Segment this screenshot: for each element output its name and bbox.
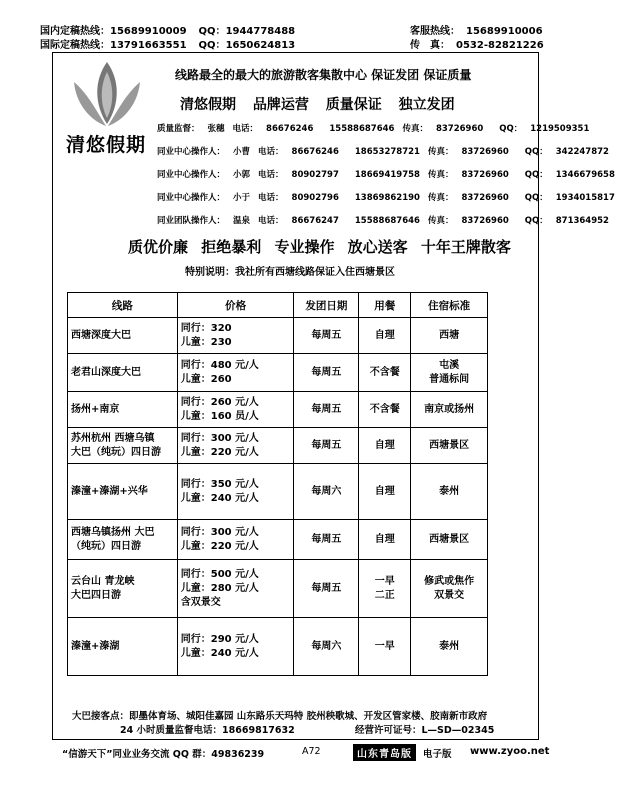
- routes-table: [67, 292, 488, 676]
- route-line: 扬州+南京: [71, 403, 120, 415]
- stay-line: 泰州: [439, 640, 460, 652]
- operator-role: 同业中心操作人：: [157, 170, 226, 180]
- fax-number: 0532-82821226: [456, 40, 544, 51]
- route-cell: [68, 354, 178, 392]
- price-line: 同行：260 元/人: [180, 396, 259, 408]
- stay-cell: [411, 520, 488, 560]
- table-row: [68, 318, 488, 354]
- meal-line: 一早: [374, 640, 395, 652]
- route-line: 大巴（纯玩）四日游: [71, 446, 161, 458]
- price-line: 同行：300 元/人: [180, 526, 259, 538]
- stay-cell: [411, 618, 488, 676]
- operator-name: 小郭: [233, 170, 251, 180]
- price-line: 儿童：160 员/人: [180, 410, 259, 422]
- operator-row: [157, 122, 631, 145]
- route-line: 苏州杭州 西塘乌镇: [71, 432, 155, 444]
- meal-line: 自理: [374, 439, 395, 451]
- operator-qq: 871364952: [555, 216, 609, 226]
- route-line: 西塘深度大巴: [71, 329, 131, 341]
- meal-line: 不含餐: [369, 403, 400, 415]
- operator-name: 张穗: [207, 124, 225, 134]
- operator-qq: 1219509351: [530, 124, 590, 134]
- qq-group-note: “信游天下”同业业务交流 QQ 群：49836239: [62, 749, 265, 760]
- stay-line: 泰州: [439, 485, 460, 497]
- domestic-hotline-label: 国内定稿热线：: [40, 26, 110, 37]
- route-cell: [68, 520, 178, 560]
- slogan-sub: [180, 94, 455, 114]
- domestic-qq-label: QQ：: [198, 26, 226, 37]
- operator-fax: 83726960: [461, 193, 509, 203]
- date-cell: 每周五: [294, 428, 359, 464]
- intl-hotline-phone: 13791663551: [110, 40, 187, 51]
- operator-fax: 83726960: [461, 147, 509, 157]
- route-line: （纯玩）四日游: [71, 540, 141, 552]
- bus-pickup-points: 大巴接客点：即墨体育场、城阳佳嘉园 山东路乐天玛特 胶州秧歌城、开发区管家楼、胶南新市政府: [72, 711, 488, 722]
- operator-mobile: 18653278721: [354, 147, 420, 157]
- price-line: 儿童：220 元/人: [180, 446, 259, 458]
- col-header-price: 价格: [177, 293, 294, 318]
- date-cell: 每周五: [294, 520, 359, 560]
- website-link[interactable]: www.zyoo.net: [470, 746, 550, 757]
- meal-cell: [359, 560, 411, 618]
- operator-mobile: 18669419758: [354, 170, 420, 180]
- slogan-sub-item: 质量保证: [325, 97, 382, 113]
- meal-cell: [359, 618, 411, 676]
- meal-line: 自理: [374, 329, 395, 341]
- meal-line: 自理: [374, 533, 395, 545]
- service-hotlines: [410, 25, 544, 53]
- price-cell: [177, 392, 294, 428]
- operator-tel: 80902797: [291, 170, 339, 180]
- price-cell: [177, 464, 294, 520]
- slogan-sub-item: 品牌运营: [252, 97, 309, 113]
- slogan-sub-item: 独立发团: [398, 97, 455, 113]
- col-header-stay: 住宿标准: [411, 293, 488, 318]
- intl-qq: 1650624813: [225, 40, 296, 51]
- intl-qq-label: QQ：: [198, 40, 226, 51]
- route-line: 老君山深度大巴: [71, 366, 141, 378]
- intl-hotline-label: 国际定稿热线：: [40, 40, 110, 51]
- headline: 质优价廉 拒绝暴利 专业操作 放心送客 十年王牌散客: [128, 238, 511, 256]
- operator-list: [157, 122, 631, 237]
- stay-line: 西塘景区: [429, 533, 470, 545]
- route-line: 大巴四日游: [71, 589, 121, 601]
- operator-role: 同业团队操作人：: [157, 216, 226, 226]
- operator-qq: 342247872: [555, 147, 609, 157]
- stay-line: 屯溪: [439, 359, 460, 371]
- qq-label: QQ：: [524, 216, 548, 226]
- stay-line: 修武或焦作: [424, 575, 475, 587]
- date-cell: 每周五: [294, 354, 359, 392]
- table-row: [68, 392, 488, 428]
- stay-cell: [411, 354, 488, 392]
- col-header-meal: 用餐: [359, 293, 411, 318]
- operator-tel: 86676246: [266, 124, 314, 134]
- price-line: 同行：500 元/人: [180, 568, 259, 580]
- price-line: 儿童：240 元/人: [180, 647, 259, 659]
- price-line: 含双景交: [180, 596, 221, 608]
- operator-fax: 83726960: [435, 124, 484, 134]
- price-line: 同行：350 元/人: [180, 478, 259, 490]
- tel-label: 电话：: [258, 170, 284, 180]
- table-row: [68, 464, 488, 520]
- tel-label: 电话：: [258, 147, 284, 157]
- operator-mobile: 15588687646: [354, 216, 420, 226]
- price-line: 同行：480 元/人: [180, 359, 259, 371]
- tel-label: 电话：: [258, 193, 284, 203]
- operator-name: 温泉: [233, 216, 251, 226]
- quality-hotline: 24 小时质量监督电话：18669817632: [120, 725, 295, 736]
- domestic-qq: 1944778488: [225, 26, 296, 37]
- operator-qq: 1934015817: [555, 193, 615, 203]
- table-row: [68, 428, 488, 464]
- price-line: 儿童：280 元/人: [180, 582, 259, 594]
- slogan-sub-item: 清悠假期: [180, 97, 236, 113]
- operator-name: 小曹: [233, 147, 251, 157]
- route-line: 溱潼+溱湖: [71, 640, 120, 652]
- stay-line: 西塘: [439, 329, 460, 341]
- fax-label: 传真：: [427, 193, 454, 203]
- price-line: 儿童：260: [180, 373, 232, 385]
- business-license: 经营许可证号：L—SD—02345: [355, 725, 495, 736]
- route-line: 西塘乌镇扬州 大巴: [71, 526, 155, 538]
- stay-cell: [411, 464, 488, 520]
- meal-cell: [359, 354, 411, 392]
- price-line: 同行：300 元/人: [180, 432, 259, 444]
- stay-line: 南京或扬州: [424, 403, 475, 415]
- operator-row: [157, 168, 631, 191]
- operator-role: 质量监督：: [157, 124, 200, 134]
- route-cell: [68, 392, 178, 428]
- date-cell: 每周六: [294, 464, 359, 520]
- operator-role: 同业中心操作人：: [157, 193, 226, 203]
- tel-label: 电话：: [232, 124, 259, 134]
- domestic-hotlines: [40, 25, 295, 53]
- operator-row: [157, 145, 631, 168]
- price-cell: [177, 428, 294, 464]
- price-cell: [177, 318, 294, 354]
- operator-mobile: 15588687646: [329, 124, 395, 134]
- operator-fax: 83726960: [461, 170, 509, 180]
- tel-label: 电话：: [258, 216, 284, 226]
- meal-cell: [359, 392, 411, 428]
- price-cell: [177, 618, 294, 676]
- stay-cell: [411, 428, 488, 464]
- price-line: 儿童：220 元/人: [180, 540, 259, 552]
- operator-fax: 83726960: [461, 216, 509, 226]
- service-hotline-label: 客服热线：: [410, 26, 460, 37]
- meal-cell: [359, 428, 411, 464]
- table-header-row: [68, 293, 488, 318]
- route-line: 溱潼+溱湖+兴华: [71, 485, 148, 497]
- route-cell: [68, 618, 178, 676]
- operator-tel: 80902796: [291, 193, 339, 203]
- meal-cell: [359, 318, 411, 354]
- table-row: [68, 354, 488, 392]
- edition-badge: 山东青岛版: [353, 744, 416, 761]
- date-cell: 每周五: [294, 318, 359, 354]
- meal-line: 一早: [374, 575, 395, 587]
- qq-label: QQ：: [524, 193, 548, 203]
- date-cell: 每周五: [294, 392, 359, 428]
- table-row: [68, 520, 488, 560]
- table-row: [68, 560, 488, 618]
- operator-tel: 86676246: [291, 147, 339, 157]
- lotus-logo-icon: [66, 58, 148, 132]
- stay-cell: [411, 560, 488, 618]
- fax-label: 传真：: [427, 147, 454, 157]
- operator-tel: 86676247: [291, 216, 339, 226]
- date-cell: 每周五: [294, 560, 359, 618]
- price-cell: [177, 354, 294, 392]
- meal-line: 自理: [374, 485, 395, 497]
- slogan-main: 线路最全的最大的旅游散客集散中心 保证发团 保证质量: [175, 68, 472, 82]
- operator-row: [157, 191, 631, 214]
- stay-cell: [411, 318, 488, 354]
- price-line: 同行：290 元/人: [180, 633, 259, 645]
- stay-line: 西塘景区: [429, 439, 470, 451]
- price-line: 儿童：240 元/人: [180, 492, 259, 504]
- edition-tag: 电子版: [423, 749, 452, 760]
- meal-cell: [359, 464, 411, 520]
- price-cell: [177, 520, 294, 560]
- operator-name: 小于: [233, 193, 251, 203]
- operator-qq: 1346679658: [555, 170, 615, 180]
- route-line: 云台山 青龙峡: [71, 575, 135, 587]
- stay-line: 普通标间: [429, 373, 470, 385]
- qq-label: QQ：: [524, 147, 548, 157]
- table-row: [68, 618, 488, 676]
- fax-label: 传真：: [427, 170, 454, 180]
- brand-name: 清悠假期: [66, 134, 147, 156]
- operator-mobile: 13869862190: [354, 193, 420, 203]
- stay-line: 双景交: [434, 589, 465, 601]
- date-cell: 每周六: [294, 618, 359, 676]
- fax-label: 传真：: [402, 124, 428, 134]
- price-line: 儿童：230: [180, 336, 232, 348]
- route-cell: [68, 428, 178, 464]
- price-line: 同行：320: [180, 322, 232, 334]
- fax-label: 传真：: [427, 216, 454, 226]
- operator-row: [157, 214, 631, 237]
- qq-label: QQ：: [524, 170, 548, 180]
- fax-label: 传 真：: [410, 40, 450, 51]
- price-cell: [177, 560, 294, 618]
- service-hotline-phone: 15689910006: [466, 26, 543, 37]
- special-note: 特别说明：我社所有西塘线路保证入住西塘景区: [185, 267, 395, 278]
- operator-role: 同业中心操作人：: [157, 147, 226, 157]
- stay-cell: [411, 392, 488, 428]
- route-cell: [68, 318, 178, 354]
- route-cell: [68, 560, 178, 618]
- col-header-date: 发团日期: [294, 293, 359, 318]
- page-number: A72: [302, 746, 321, 757]
- col-header-route: 线路: [68, 293, 178, 318]
- route-cell: [68, 464, 178, 520]
- meal-line: 不含餐: [369, 366, 400, 378]
- meal-line: 二正: [374, 589, 395, 601]
- meal-cell: [359, 520, 411, 560]
- qq-label: QQ：: [499, 124, 523, 134]
- domestic-hotline-phone: 15689910009: [110, 26, 187, 37]
